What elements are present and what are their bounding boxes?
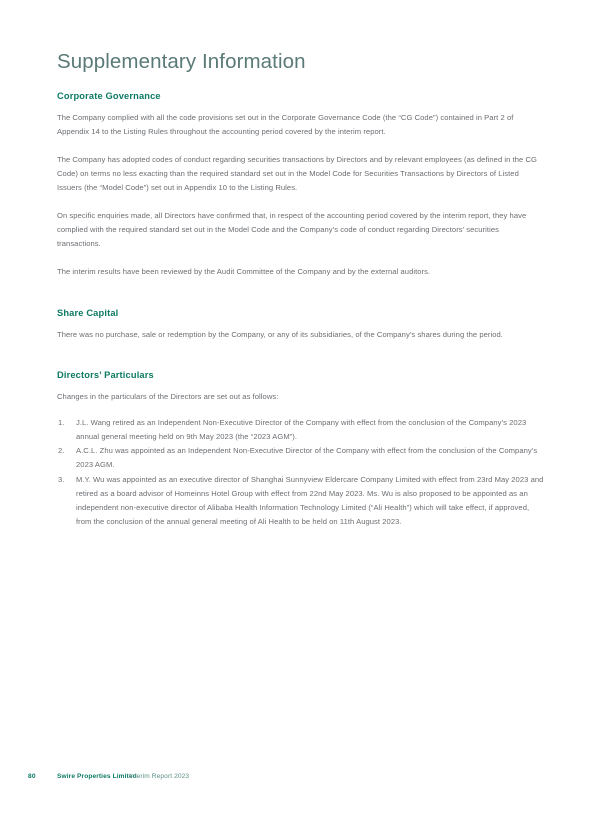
section-heading-corporate-governance: Corporate Governance xyxy=(57,91,161,101)
corporate-governance-paragraph-3: On specific enquiries made, all Directors have confirmed that, in respect of the accounting period covered by the interim report, they have complied with the required standard set out in the Model Code and the Company’s code of conduct regarding Directors’ securities transactions. xyxy=(57,211,527,249)
directors-particulars-lead: Changes in the particulars of the Directors are set out as follows: xyxy=(57,391,279,401)
page-title: Supplementary Information xyxy=(57,49,306,73)
footer-company-name: Swire Properties Limited xyxy=(57,773,137,780)
share-capital-paragraph-1: There was no purchase, sale or redemption by the Company, or any of its subsidiaries, of the Company’s shares during the period. xyxy=(57,329,503,339)
footer-page-number: 80 xyxy=(28,773,36,780)
corporate-governance-paragraph-4: The interim results have been reviewed by the Audit Committee of the Company and by the external auditors. xyxy=(57,267,431,277)
list-item: A.C.L. Zhu was appointed as an Independent Non-Executive Director of the Company with effect from the conclusion of the Company’s 2023 AGM. xyxy=(76,446,538,470)
content-column xyxy=(57,90,544,530)
section-heading-directors-particulars: Directors’ Particulars xyxy=(57,369,154,380)
page-footer xyxy=(0,770,600,784)
list-item: J.L. Wang retired as an Independent Non-Executive Director of the Company with effect from the conclusion of the Company’s 2023 annual general meeting held on 9th May 2023 (the “2023 AGM”). xyxy=(76,417,527,441)
section-heading-share-capital: Share Capital xyxy=(57,307,119,318)
directors-particulars-list xyxy=(57,416,544,529)
corporate-governance-paragraph-2: The Company has adopted codes of conduct regarding securities transactions by Directors and by relevant employees (as defined in the CG Code) on terms no less exacting than the required standard set out in the Model Code for Securities Transactions by Directors of Listed Issuers (the “Model Code”) set out in Appendix 10 to the Listing Rules. xyxy=(57,155,538,193)
footer-report-name: Interim Report 2023 xyxy=(129,773,190,780)
corporate-governance-paragraph-1: The Company complied with all the code provisions set out in the Corporate Governance Code (the “CG Code”) contained in Part 2 of Appendix 14 to the Listing Rules throughout the accounting period covered by the interim report. xyxy=(57,113,514,137)
list-item: M.Y. Wu was appointed as an executive director of Shanghai Sunnyview Eldercare Company Limited with effect from 23rd May 2023 and retired as a board advisor of Homeinns Hotel Group with effect from 22nd May 2023. Ms. Wu is also proposed to be appointed as an independent non-executive director of Alibaba Health Information Technology Limited (“Ali Health”) which will take effect, if approved, from the conclusion of the annual general meeting of Ali Health to be held on 11th August 2023. xyxy=(76,474,544,527)
